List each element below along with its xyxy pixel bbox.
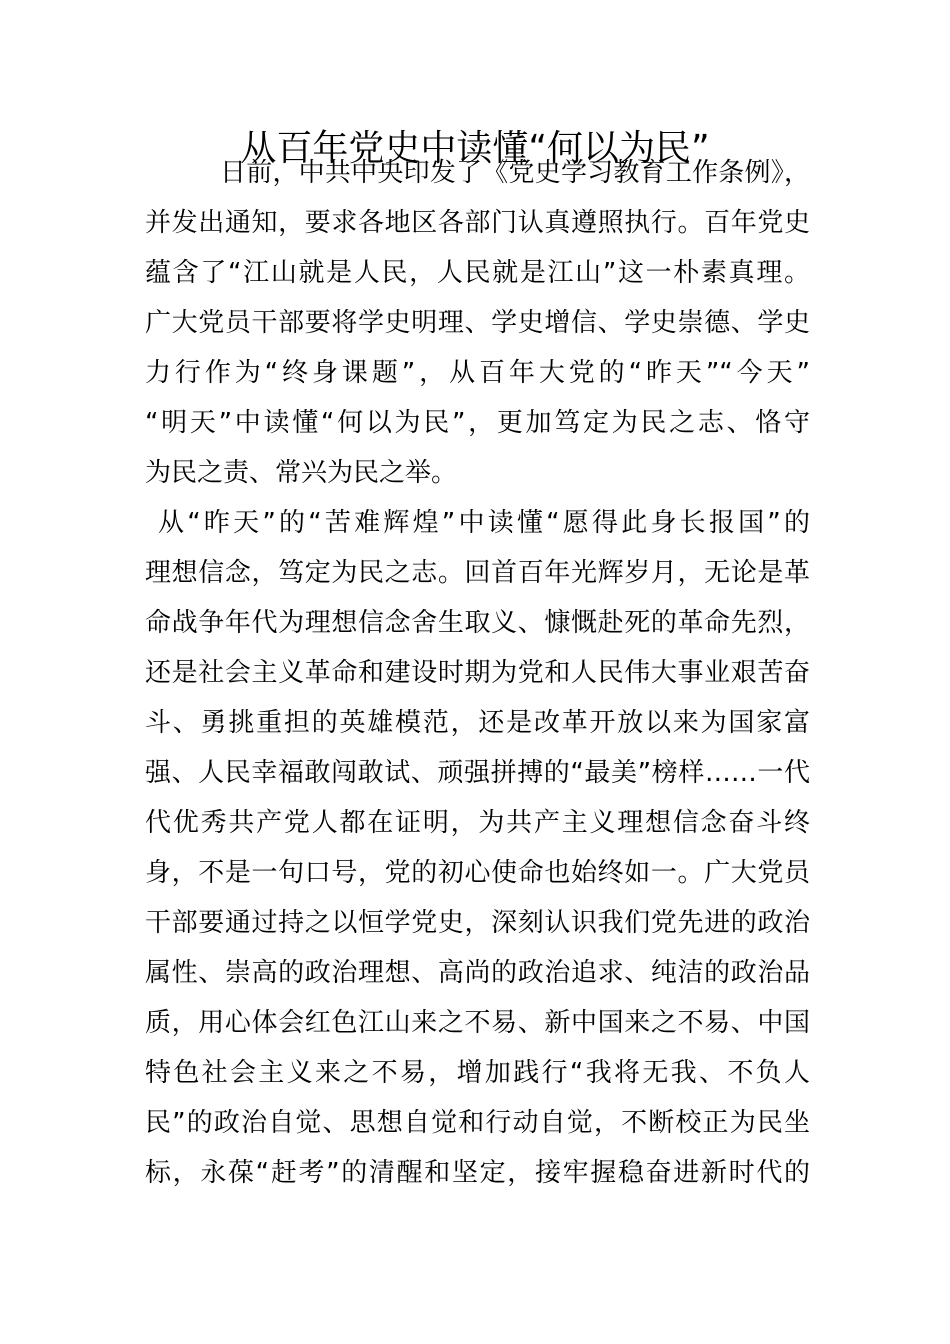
paragraph-line: 标，永葆“赶考”的清醒和坚定，接牢握稳奋进新时代的: [145, 1158, 810, 1188]
paragraph-line: 干部要通过持之以恒学党史，深刻认识我们党先进的政治: [145, 908, 810, 938]
paragraph-line: 广大党员干部要将学史明理、学史增信、学史崇德、学史: [145, 308, 810, 338]
paragraph-line: 代优秀共产党人都在证明，为共产主义理想信念奋斗终: [145, 808, 810, 838]
paragraph-line: 命战争年代为理想信念舍生取义、慷慨赴死的革命先烈，: [145, 608, 810, 638]
paragraph-line: 属性、崇高的政治理想、高尚的政治追求、纯洁的政治品: [145, 958, 810, 988]
paragraph-line: “明天”中读懂“何以为民”，更加笃定为民之志、恪守: [145, 408, 810, 438]
paragraph-line: 并发出通知，要求各地区各部门认真遵照执行。百年党史: [145, 208, 810, 238]
paragraph-line: 蕴含了“江山就是人民，人民就是江山”这一朴素真理。: [145, 258, 810, 288]
paragraph-line: 质，用心体会红色江山来之不易、新中国来之不易、中国: [145, 1008, 810, 1038]
paragraph-line: 身，不是一句口号，党的初心使命也始终如一。广大党员: [145, 858, 810, 888]
paragraph-line: 理想信念，笃定为民之志。回首百年光辉岁月，无论是革: [145, 558, 810, 588]
paragraph-line: 特色社会主义来之不易，增加践行“我将无我、不负人: [145, 1058, 810, 1088]
paragraph-line: 强、人民幸福敢闯敢试、顽强拼搏的“最美”榜样……一代: [145, 758, 810, 788]
paragraph-line: 日前，中共中央印发了《党史学习教育工作条例》，: [220, 158, 810, 188]
paragraph-line: 斗、勇挑重担的英雄模范，还是改革开放以来为国家富: [145, 708, 810, 738]
paragraph-line: 力行作为“终身课题”，从百年大党的“昨天”“今天”: [145, 358, 810, 388]
paragraph-line: 从“昨天”的“苦难辉煌”中读懂“愿得此身长报国”的: [158, 508, 810, 538]
paragraph-line: 为民之责、常兴为民之举。: [145, 458, 458, 488]
paragraph-line: 民”的政治自觉、思想自觉和行动自觉，不断校正为民坐: [145, 1108, 810, 1138]
document-title: 从百年党史中读懂“何以为民”: [240, 128, 710, 169]
paragraph-line: 还是社会主义革命和建设时期为党和人民伟大事业艰苦奋: [145, 658, 810, 688]
